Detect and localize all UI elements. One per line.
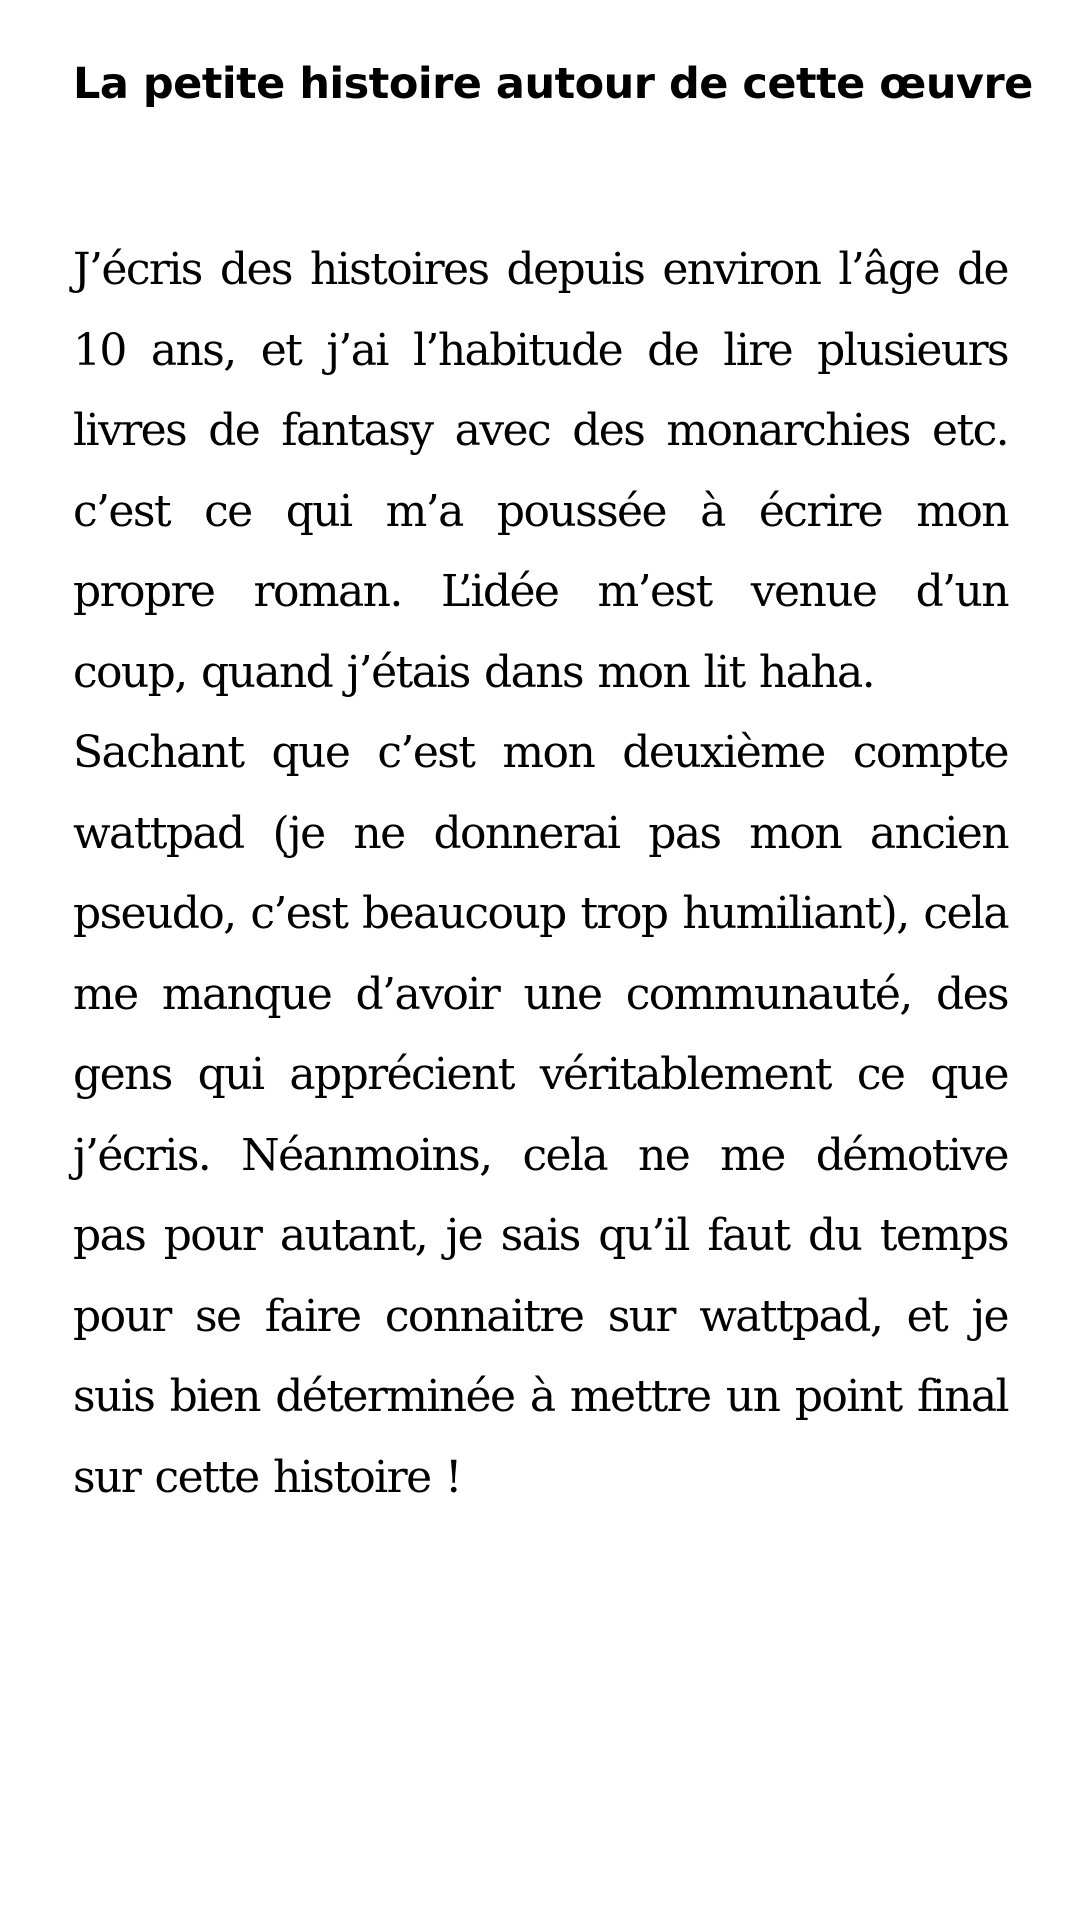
story-paragraph-1: J’écris des histoires depuis environ l’âge de 10 ans, et j’ai l’habitude de lire plusieurs livres de fantasy avec des monarchies etc. c’est ce qui m’a poussée à écrire mon propre roman. L’idée m’est venue d’un coup, quand j’étais dans mon lit haha. <box>73 244 1008 698</box>
story-paragraph-2: Sachant que c’est mon deuxième compte wattpad (je ne donnerai pas mon ancien pseudo, c’est beaucoup trop humiliant), cela me manque d’avoir une communauté, des gens qui apprécient véritablement ce que j’écris. Néanmoins, cela ne me démotive pas pour autant, je sais qu’il faut du temps pour se faire connaitre sur wattpad, et je suis bien déterminée à mettre un point final sur cette histoire ! <box>73 727 1008 1503</box>
chapter-title: La petite histoire autour de cette œuvre <box>73 59 1033 109</box>
chapter-page <box>73 0 1033 1518</box>
story-body <box>73 230 1008 1518</box>
